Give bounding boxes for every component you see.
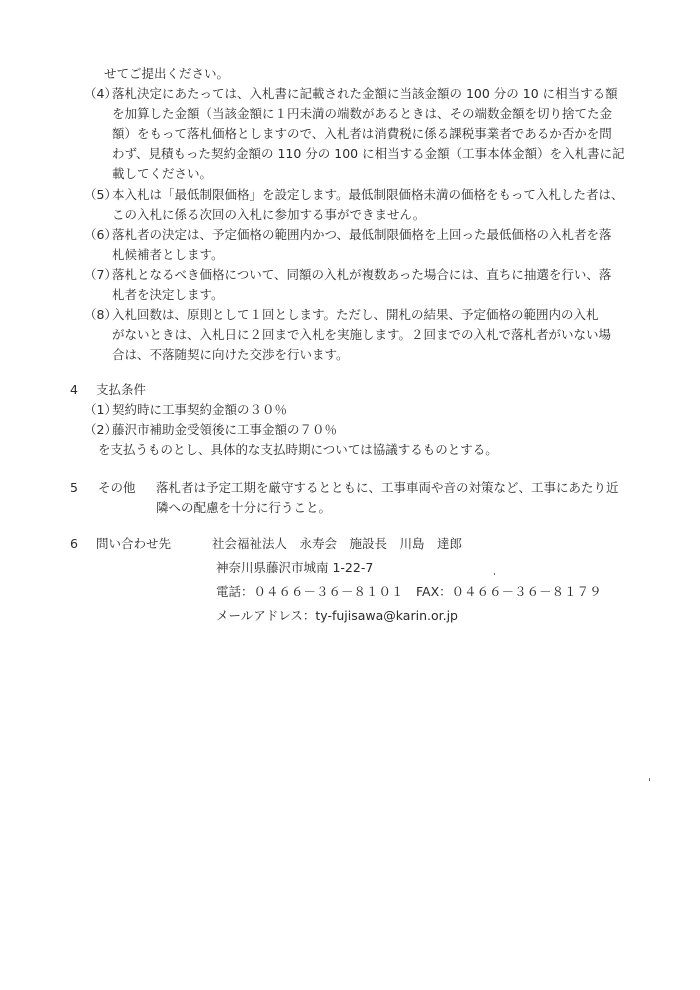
contact-email: メールアドレス：ty-fujisawa@karin.or.jp xyxy=(216,608,458,623)
section-4-item-1-number: （1） xyxy=(84,402,117,417)
item-4-line-2: を加算した金額（当該金額に１円未満の端数があるときは、その端数金額を切り捨てた金 xyxy=(112,106,613,121)
item-4-line-5: 載してください。 xyxy=(112,166,213,181)
section-4-number: 4 xyxy=(70,382,78,397)
item-7-line-2: 札者を決定します。 xyxy=(112,287,224,302)
item-4-line-1: 落札決定にあたっては、入札書に記載された金額に当該金額の 100 分の 10 に相当する額 xyxy=(112,86,618,101)
section-4-item-1-text: 契約時に工事契約金額の３０％ xyxy=(112,402,288,417)
item-7-number: （7） xyxy=(84,267,117,282)
item-8-line-1: 入札回数は、原則として１回とします。ただし、開札の結果、予定価格の範囲内の入札 xyxy=(112,307,599,322)
section-4-item-2-number: （2） xyxy=(84,422,117,437)
item-6-line-1: 落札者の決定は、予定価格の範囲内かつ、最低制限価格を上回った最低価格の入札者を落 xyxy=(112,227,612,242)
section-4-closing: を支払うものとし、具体的な支払時期については協議するものとする。 xyxy=(98,442,498,457)
section-5-heading: その他 xyxy=(98,480,136,495)
section-6-heading: 問い合わせ先 xyxy=(96,536,172,551)
contact-address: 神奈川県藤沢市城南 1-22-7 xyxy=(216,560,374,575)
contact-organization: 社会福祉法人 永寿会 施設長 川島 達郎 xyxy=(212,536,463,551)
item-5-line-2: この入札に係る次回の入札に参加する事ができません。 xyxy=(112,207,426,222)
section-4-heading: 支払条件 xyxy=(96,382,147,397)
item-4-line-4: わず、見積もった契約金額の 110 分の 100 に相当する金額（工事本体金額）を入札書に記 xyxy=(112,146,625,161)
scan-speck xyxy=(494,573,495,575)
item-7-line-1: 落札となるべき価格について、同額の入札が複数あった場合には、直ちに抽選を行い、落 xyxy=(112,267,612,282)
continuation-line: せてご提出ください。 xyxy=(104,66,230,81)
section-5-line-2: 隣への配慮を十分に行うこと。 xyxy=(156,500,332,515)
item-8-number: （8） xyxy=(84,307,117,322)
item-4-number: （4） xyxy=(84,86,117,101)
item-8-line-2: がないときは、入札日に２回まで入札を実施します。２回までの入札で落札者がいない場 xyxy=(112,327,612,342)
contact-phone-fax: 電話：０４６６－３６－８１０１ FAX：０４６６－３６－８１７９ xyxy=(216,584,602,599)
item-8-line-3: 合は、不落随契に向けた交渉を行います。 xyxy=(112,347,349,362)
item-6-number: （6） xyxy=(84,227,117,242)
section-4-item-2-text: 藤沢市補助金受領後に工事金額の７０％ xyxy=(112,422,338,437)
scan-speck xyxy=(649,778,650,781)
section-5-number: 5 xyxy=(70,480,78,495)
section-6-number: 6 xyxy=(70,536,78,551)
section-5-line-1: 落札者は予定工期を厳守するとともに、工事車両や音の対策など、工事にあたり近 xyxy=(156,480,619,495)
item-6-line-2: 札候補者とします。 xyxy=(112,247,224,262)
item-5-line-1: 本入札は「最低制限価格」を設定します。最低制限価格未満の価格をもって入札した者は、 xyxy=(112,187,624,202)
item-4-line-3: 額）をもって落札価格としますので、入札者は消費税に係る課税事業者であるか否かを問 xyxy=(112,126,612,141)
item-5-number: （5） xyxy=(84,187,117,202)
